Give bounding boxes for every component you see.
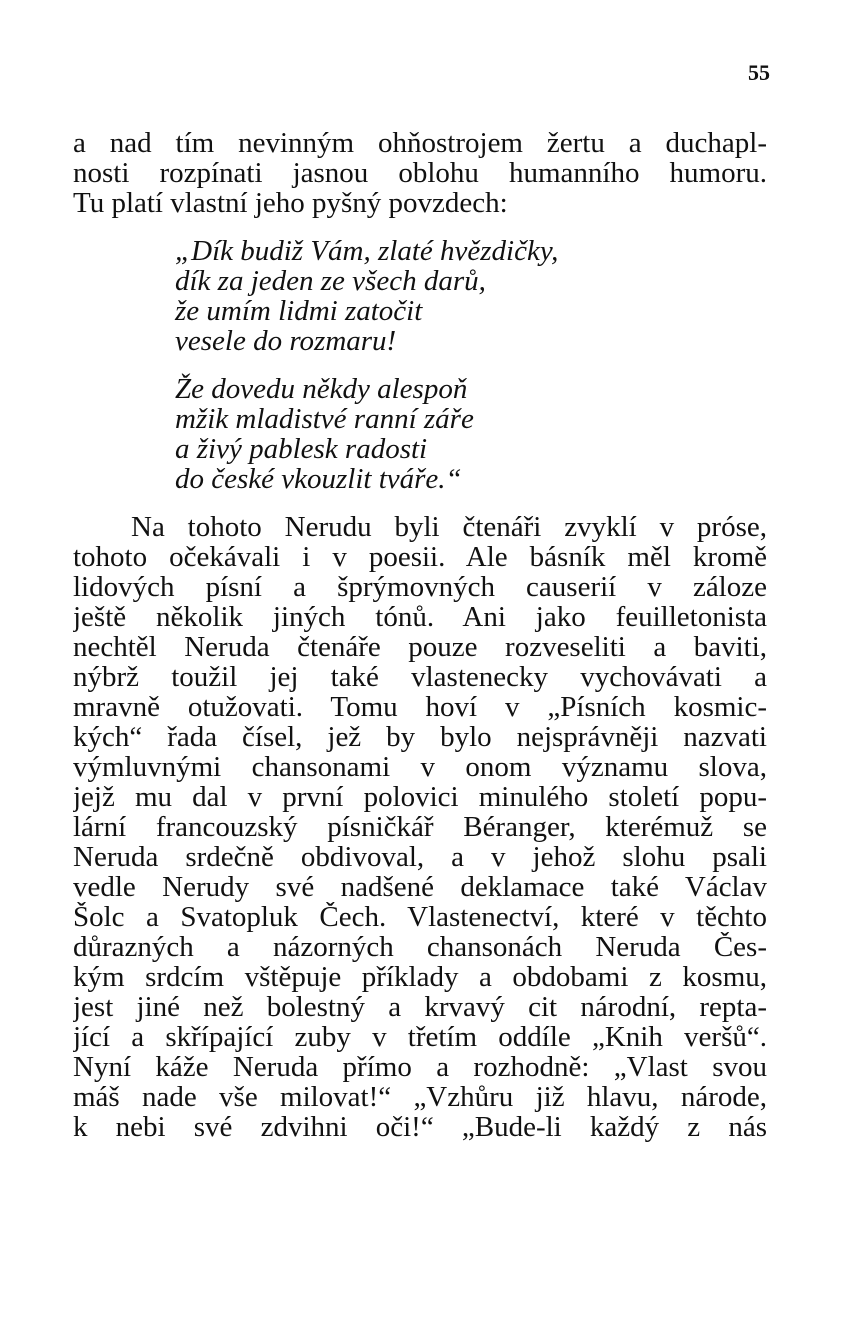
verse-line: vesele do rozmaru! [175,325,397,357]
text-line: máš nade vše milovat!“ „Vzhůru již hlavu, národe, [73,1082,767,1112]
text-line: kých“ řada čísel, jež by bylo nejsprávněji nazvati [73,722,767,752]
text-line: k nebi své zdvihni oči!“ „Bude-li každý z nás [73,1112,767,1142]
verse-line: „Dík budiž Vám, zlaté hvězdičky, [175,235,559,267]
verse-line: a živý pablesk radosti [175,433,428,465]
text-line: jest jiné než bolestný a krvavý cit národní, repta- [73,992,767,1022]
text-line: ještě několik jiných tónů. Ani jako feuilletonista [73,602,767,632]
poem-stanza-2 [175,374,695,494]
lead-paragraph [73,128,767,218]
text-line: lární francouzský písničkář Béranger, kterémuž se [73,812,767,842]
text-line: Na tohoto Nerudu byli čtenáři zvyklí v próse, [131,512,767,542]
text-line: Tu platí vlastní jeho pyšný povzdech: [73,188,508,218]
text-line: vedle Nerudy své nadšené deklamace také Václav [73,872,767,902]
text-line: kým srdcím vštěpuje příklady a obdobami z kosmu, [73,962,767,992]
text-line: mravně otužovati. Tomu hoví v „Písních kosmic- [73,692,767,722]
text-line: lidových písní a šprýmovných causerií v záloze [73,572,767,602]
verse-line: dík za jeden ze všech darů, [175,265,486,297]
text-line: nosti rozpínati jasnou oblohu humanního humoru. [73,158,767,188]
poem-stanza-1 [175,236,695,356]
text-line: výmluvnými chansonami v onom významu slova, [73,752,767,782]
text-line: a nad tím nevinným ohňostrojem žertu a duchapl- [73,128,767,158]
text-line: jejž mu dal v první polovici minulého století popu- [73,782,767,812]
text-line: nýbrž toužil jej také vlastenecky vychovávati a [73,662,767,692]
verse-line: že umím lidmi zatočit [175,295,423,327]
page-number: 55 [748,60,770,85]
text-line: nechtěl Neruda čtenáře pouze rozveseliti a baviti, [73,632,767,662]
verse-line: Že dovedu někdy alespoň [175,373,468,405]
main-paragraph [73,512,767,1142]
verse-line: do české vkouzlit tváře.“ [175,463,462,495]
verse-line: mžik mladistvé ranní záře [175,403,474,435]
text-line: tohoto očekávali i v poesii. Ale básník měl kromě [73,542,767,572]
text-line: Šolc a Svatopluk Čech. Vlastenectví, které v těchto [73,902,767,932]
text-line: důrazných a názorných chansonách Neruda Čes- [73,932,767,962]
text-line: Neruda srdečně obdivoval, a v jehož slohu psali [73,842,767,872]
text-line: jící a skřípající zuby v třetím oddíle „Knih veršů“. [73,1022,767,1052]
text-line: Nyní káže Neruda přímo a rozhodně: „Vlast svou [73,1052,767,1082]
